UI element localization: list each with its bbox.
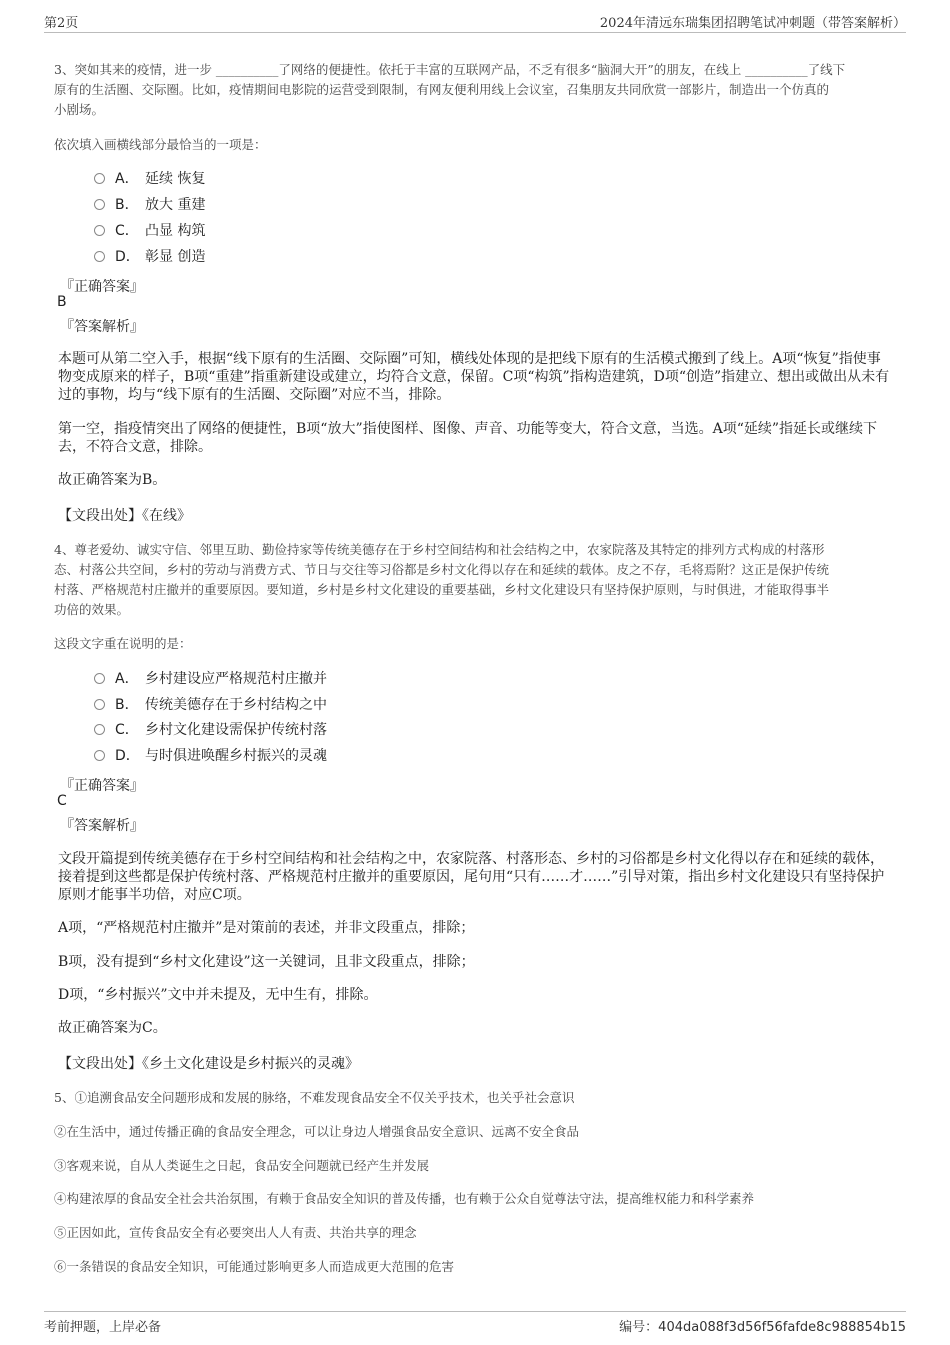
q4-analysis-para: 文段开篇提到传统美德存在于乡村空间结构和社会结构之中，农家院落、村落形态、乡村的习俗都是乡村文化得以存在和延续的载体，接着提到这些都是保护传统村落、严格规范村庄撤并的重要原因，尾句用“只有……才……”引导对策，指出乡村文化建设只有坚持保护原则才能事半功倍，对应C项。: [58, 851, 885, 903]
q5-item: ②在生活中，通过传播正确的食品安全理念，可以让身边人增强食品安全意识、远离不安全食品: [54, 1124, 580, 1139]
q3-stem-line: 小剧场。: [54, 102, 105, 117]
option-letter: B．: [115, 197, 139, 213]
q3-analysis-label: 『答案解析』: [60, 319, 144, 335]
q4-stem: [54, 540, 899, 620]
option-text: 放大 重建: [145, 197, 206, 213]
q4-source: 【文段出处】《乡土文化建设是乡村振兴的灵魂》: [58, 1056, 359, 1072]
radio-icon[interactable]: [94, 173, 105, 184]
radio-icon[interactable]: [94, 724, 105, 735]
q3-analysis-para: 故正确答案为B。: [58, 472, 167, 488]
q5-item: ③客观来说，自从人类诞生之日起，食品安全问题就已经产生并发展: [54, 1158, 430, 1173]
option-letter: A．: [115, 671, 139, 687]
option-text: 与时俱进唤醒乡村振兴的灵魂: [145, 748, 327, 764]
q4-analysis-para: A项，“严格规范村庄撤并”是对策前的表述，并非文段重点，排除；: [58, 920, 475, 936]
option-text: 传统美德存在于乡村结构之中: [145, 697, 327, 713]
document-title: 2024年清远东瑞集团招聘笔试冲刺题（带答案解析）: [599, 16, 906, 31]
q4-answer-label: 『正确答案』: [60, 778, 144, 794]
document-id: 编号：404da088f3d56f56fafde8c988854b15: [619, 1320, 906, 1335]
q3-analysis-para: 第一空，指疫情突出了网络的便捷性，B项“放大”指使图样、图像、声音、功能等变大，符合文意，当选。A项“延续”指延长或继续下去，不符合文意，排除。: [58, 421, 878, 455]
radio-icon[interactable]: [94, 251, 105, 262]
option-text: 凸显 构筑: [145, 223, 206, 239]
q4-stem-line: 村落、严格规范村庄撤并的重要原因。要知道，乡村是乡村文化建设的重要基础，乡村文化建设只有坚持保护原则，与时俱进，才能取得事半: [54, 582, 830, 597]
q4-analysis-para: B项，没有提到“乡村文化建设”这一关键词，且非文段重点，排除；: [58, 954, 475, 970]
q3-answer-label: 『正确答案』: [60, 279, 144, 295]
option-letter: D．: [115, 748, 140, 764]
page-header: [44, 6, 906, 33]
q5-item: 5、①追溯食品安全问题形成和发展的脉络，不难发现食品安全不仅关乎技术，也关乎社会意识: [54, 1090, 575, 1105]
q4-analysis-label: 『答案解析』: [60, 818, 144, 834]
radio-icon[interactable]: [94, 225, 105, 236]
q5-item: ⑤正因如此，宣传食品安全有必要突出人人有责、共治共享的理念: [54, 1225, 417, 1240]
q3-stem-line: 原有的生活圈、交际圈。比如，疫情期间电影院的运营受到限制，有网友便利用线上会议室，召集朋友共同欣赏一部影片，制造出一个仿真的: [54, 82, 830, 97]
radio-icon[interactable]: [94, 673, 105, 684]
q4-answer: C: [57, 793, 67, 809]
option-letter: C．: [115, 223, 139, 239]
q3-option-b[interactable]: [94, 195, 205, 215]
q3-answer: B: [57, 294, 67, 310]
option-letter: B．: [115, 697, 139, 713]
q4-stem-line: 功倍的效果。: [54, 602, 130, 617]
q3-prompt: 依次填入画横线部分最恰当的一项是：: [54, 137, 267, 152]
page-number: 第2页: [44, 16, 79, 31]
radio-icon[interactable]: [94, 699, 105, 710]
q4-analysis-para: 故正确答案为C。: [58, 1020, 167, 1036]
option-letter: C．: [115, 722, 139, 738]
page-footer: [44, 1311, 906, 1338]
q3-stem: [54, 60, 899, 120]
radio-icon[interactable]: [94, 750, 105, 761]
q3-option-d[interactable]: [94, 247, 205, 267]
q4-stem-line: 4、尊老爱幼、诚实守信、邻里互助、勤俭持家等传统美德存在于乡村空间结构和社会结构之中，农家院落及其特定的排列方式构成的村落形: [54, 542, 825, 557]
q4-option-a[interactable]: [94, 669, 327, 689]
radio-icon[interactable]: [94, 199, 105, 210]
option-text: 乡村建设应严格规范村庄撤并: [145, 671, 327, 687]
q4-prompt: 这段文字重在说明的是：: [54, 636, 192, 651]
q5-item: ④构建浓厚的食品安全社会共治氛围，有赖于食品安全知识的普及传播，也有赖于公众自觉尊法守法，提高维权能力和科学素养: [54, 1191, 755, 1206]
q3-option-a[interactable]: [94, 169, 205, 189]
footer-slogan: 考前押题，上岸必备: [44, 1320, 162, 1335]
q4-stem-line: 态、村落公共空间，乡村的劳动与消费方式、节日与交往等习俗都是乡村文化得以存在和延续的载体。皮之不存，毛将焉附？这正是保护传统: [54, 562, 830, 577]
q4-option-b[interactable]: [94, 695, 327, 715]
option-letter: A．: [115, 171, 139, 187]
q4-option-c[interactable]: [94, 720, 327, 740]
q3-option-c[interactable]: [94, 221, 205, 241]
q4-option-d[interactable]: [94, 746, 327, 766]
q3-source: 【文段出处】《在线》: [58, 508, 191, 524]
option-text: 彰显 创造: [145, 249, 206, 265]
q5-item: ⑥一条错误的食品安全知识，可能通过影响更多人而造成更大范围的危害: [54, 1259, 455, 1274]
option-text: 乡村文化建设需保护传统村落: [145, 722, 327, 738]
option-text: 延续 恢复: [145, 171, 206, 187]
q4-analysis-para: D项，“乡村振兴”文中并未提及，无中生有，排除。: [58, 987, 378, 1003]
option-letter: D．: [115, 249, 140, 265]
q3-stem-line: 3、突如其来的疫情，进一步 __________了网络的便捷性。依托于丰富的互联网产品，不乏有很多“脑洞大开”的朋友，在线上 __________了线下: [54, 62, 846, 77]
q3-analysis-para: 本题可从第二空入手，根据“线下原有的生活圈、交际圈”可知，横线处体现的是把线下原有的生活模式搬到了线上。A项“恢复”指使事物变成原来的样子，B项“重建”指重新建设或建立，均符合文意，保留。C项“构筑”指构造建筑，D项“创造”指建立、想出或做出从未有过的事物，均与“线下原有的生活圈、交际圈”对应不当，排除。: [58, 351, 890, 403]
